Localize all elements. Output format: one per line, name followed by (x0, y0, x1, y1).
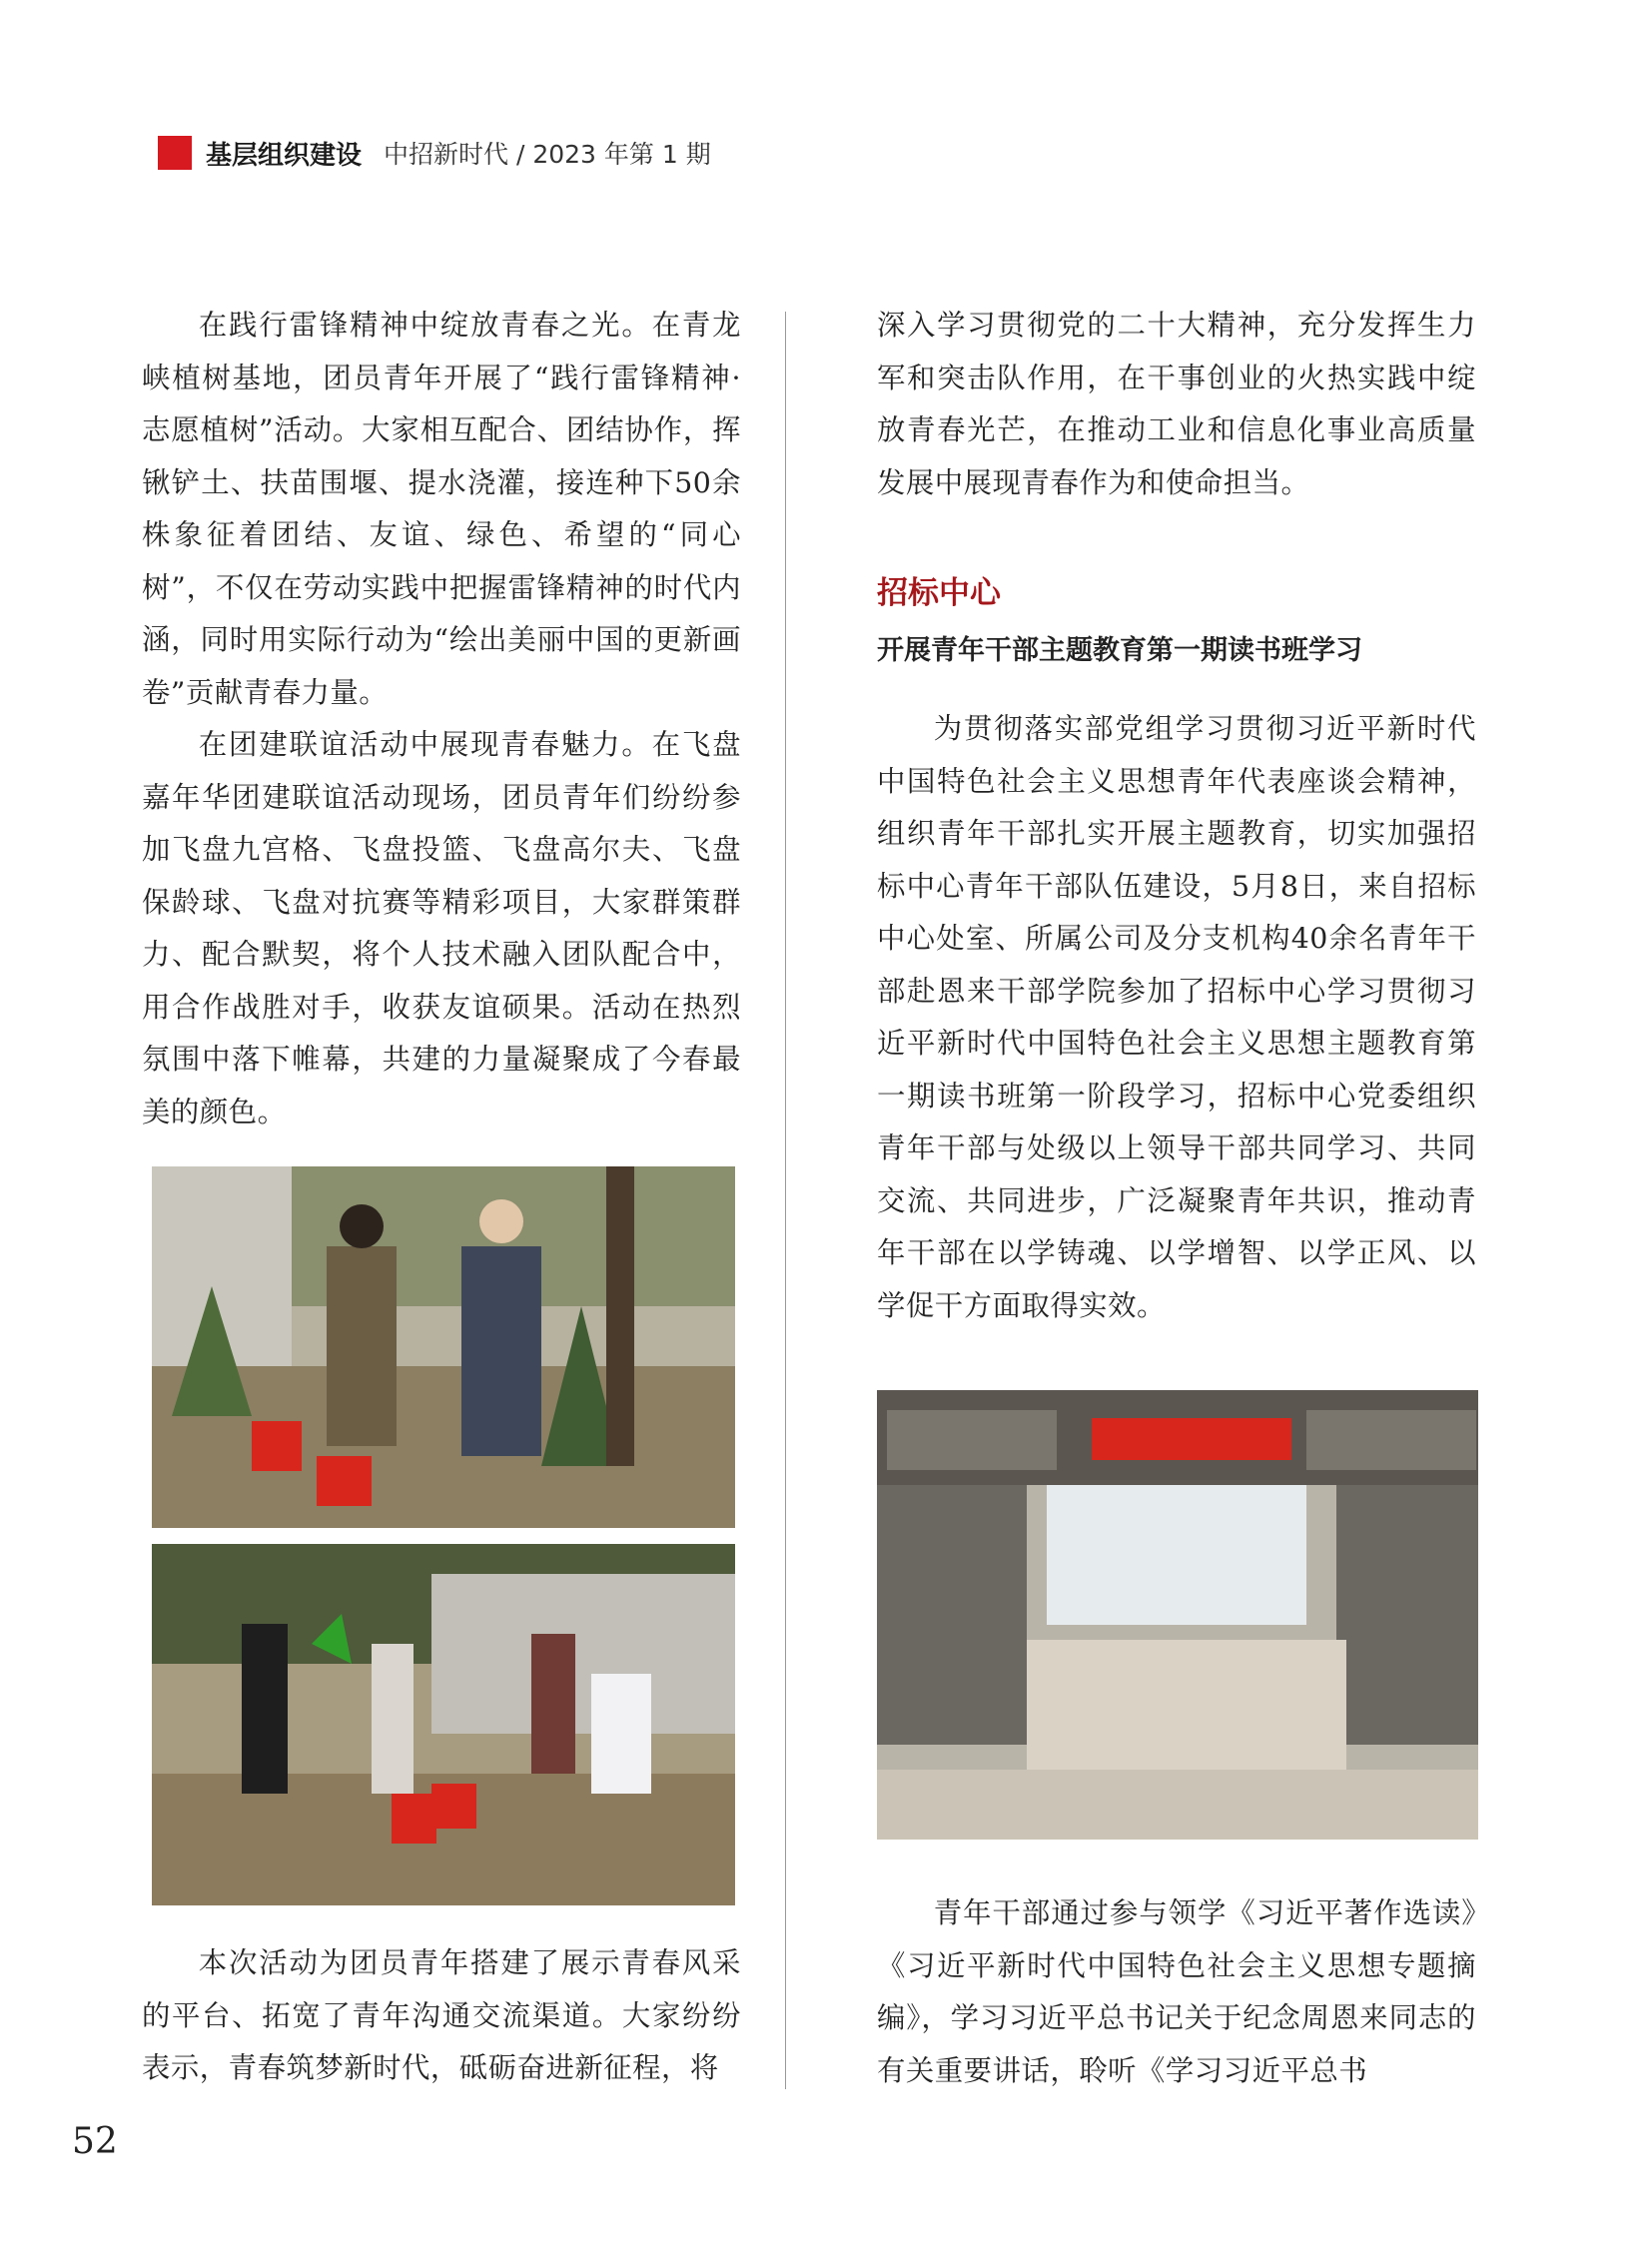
left-paragraph-2: 在团建联谊活动中展现青春魅力。在飞盘嘉年华团建联谊活动现场，团员青年们纷纷参加飞盘九宫格、飞盘投篮、飞盘高尔夫、飞盘保龄球、飞盘对抗赛等精彩项目，大家群策群力、配合默契，将个人技术融入团队配合中，用合作战胜对手，收获友谊硕果。活动在热烈氛围中落下帷幕，共建的力量凝聚成了今春最美的颜色。 (142, 728, 741, 1128)
left-paragraph-1: 在践行雷锋精神中绽放青春之光。在青龙峡植树基地，团员青年开展了“践行雷锋精神·志愿植树”活动。大家相互配合、团结协作，挥锹铲土、扶苗围堰、提水浇灌，接连种下50余株象征着团结、友谊、绿色、希望的“同心树”，不仅在劳动实践中把握雷锋精神的时代内涵，同时用实际行动为“绘出美丽中国的更新画卷”贡献青春力量。 (142, 309, 741, 709)
section-subtitle: 开展青年干部主题教育第一期读书班学习 (877, 635, 1362, 666)
photo-group-reading-class (877, 1390, 1478, 1840)
left-paragraph-3: 本次活动为团员青年搭建了展示青春风采的平台、拓宽了青年沟通交流渠道。大家纷纷表示，青春筑梦新时代，砥砺奋进新征程，将 (142, 1946, 741, 2084)
page-number: 52 (72, 2121, 118, 2162)
right-paragraph-2: 为贯彻落实部党组学习贯彻习近平新时代中国特色社会主义思想青年代表座谈会精神，组织青年干部扎实开展主题教育，切实加强招标中心青年干部队伍建设，5月8日，来自招标中心处室、所属公司及分支机构40余名青年干部赴恩来干部学院参加了招标中心学习贯彻习近平新时代中国特色社会主义思想主题教育第一期读书班第一阶段学习，招标中心党委组织青年干部与处级以上领导干部共同学习、共同交流、共同进步，广泛凝聚青年共识，推动青年干部在以学铸魂、以学增智、以学正风、以学促干方面取得实效。 (877, 712, 1476, 1322)
section-title: 招标中心 (877, 575, 1001, 611)
section-name: 基层组织建设 (206, 140, 363, 171)
right-column (877, 300, 1476, 1332)
left-column (142, 300, 741, 1138)
page-header (158, 136, 711, 170)
section-marker (158, 136, 192, 170)
issue-label: 中招新时代 / 2023 年第 1 期 (384, 140, 711, 169)
right-column-bottom (877, 1887, 1476, 2097)
photo-tree-planting-2 (152, 1544, 735, 1905)
right-paragraph-1: 深入学习贯彻党的二十大精神，充分发挥生力军和突击队作用，在干事创业的火热实践中绽放青春光芒，在推动工业和信息化事业高质量发展中展现青春作为和使命担当。 (877, 309, 1476, 499)
right-paragraph-3: 青年干部通过参与领学《习近平著作选读》《习近平新时代中国特色社会主义思想专题摘编》，学习习近平总书记关于纪念周恩来同志的有关重要讲话，聆听《学习习近平总书 (877, 1896, 1476, 2087)
left-column-bottom (142, 1937, 741, 2095)
photo-tree-planting-1 (152, 1166, 735, 1528)
column-divider (785, 312, 786, 2089)
